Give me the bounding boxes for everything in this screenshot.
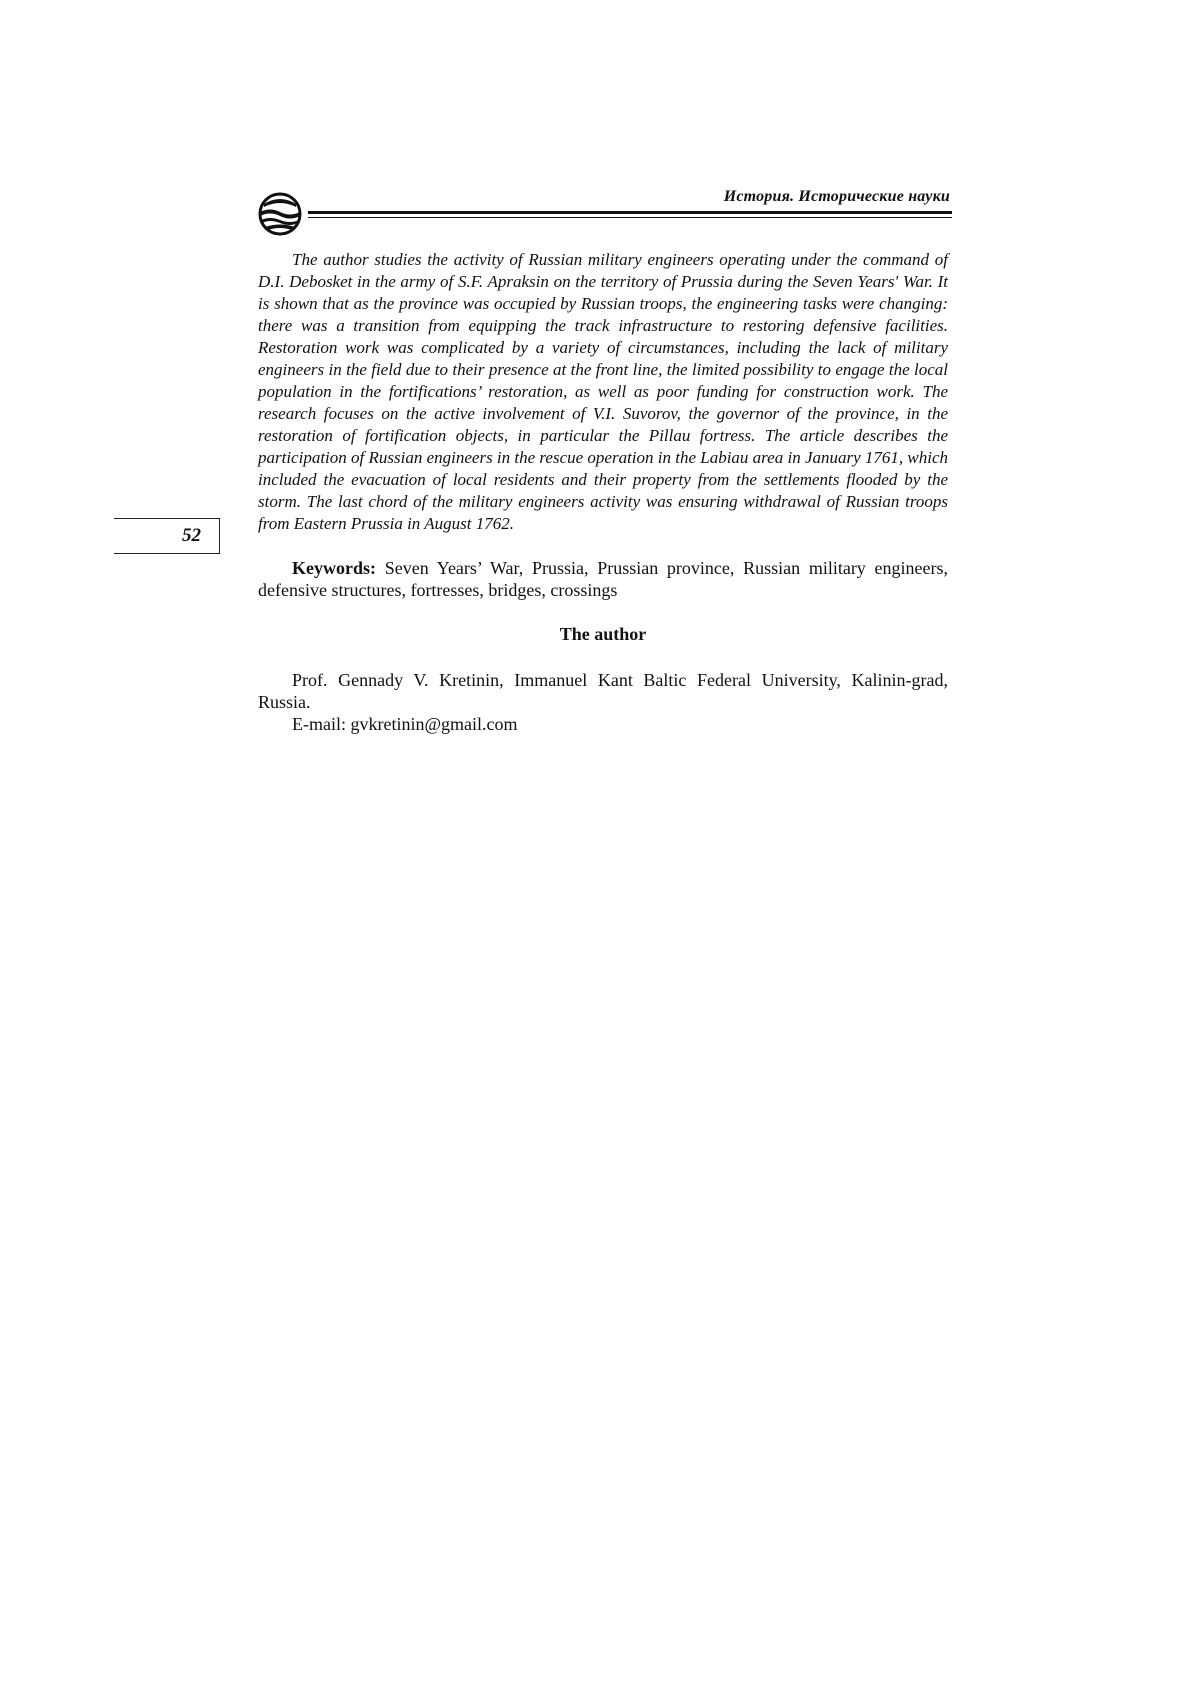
keywords-label: Keywords: [292, 558, 376, 578]
keywords-paragraph [258, 557, 948, 601]
header-rule-thin [308, 217, 952, 218]
page-header [256, 186, 952, 238]
author-heading: The author [559, 624, 647, 644]
page-number-box [114, 518, 220, 554]
author-affiliation: Prof. Gennady V. Kretinin, Immanuel Kant Baltic Federal University, Kalinin-grad, Russia. [258, 670, 948, 712]
article-content [258, 249, 948, 735]
author-email: E-mail: gvkretinin@gmail.com [292, 714, 518, 734]
header-rule-thick [308, 211, 952, 214]
abstract-paragraph: The author studies the activity of Russian military engineers operating under the command of D.I. Debosket in the army of S.F. Apraksin on the territory of Prussia during the Seven Years' War. It is shown that as the province was occupied by Russian troops, the engineering tasks were changing: there was a transition from equipping the track infrastructure to restoring defensive facilities. Restoration work was complicated by a variety of circumstances, including the lack of military engineers in the field due to their presence at the front line, the limited possibility to engage the local population in the fortifications’ restoration, as well as poor funding for construction work. The research focuses on the active involvement of V.I. Suvorov, the governor of the province, in the restoration of fortification objects, in particular the Pillau fortress. The article describes the participation of Russian engineers in the rescue operation in the Labiau area in January 1761, which included the evacuation of local residents and their property from the settlements flooded by the storm. The last chord of the military engineers activity was ensuring withdrawal of Russian troops from Eastern Prussia in August 1762. [258, 250, 949, 533]
keywords-text: Seven Years’ War, Prussia, Prussian province, Russian military engineers, defensive structures, fortresses, bridges, crossings [258, 558, 948, 600]
page-number: 52 [182, 525, 201, 546]
running-head: История. Исторические науки [723, 188, 950, 205]
journal-wave-logo-icon [256, 192, 304, 236]
